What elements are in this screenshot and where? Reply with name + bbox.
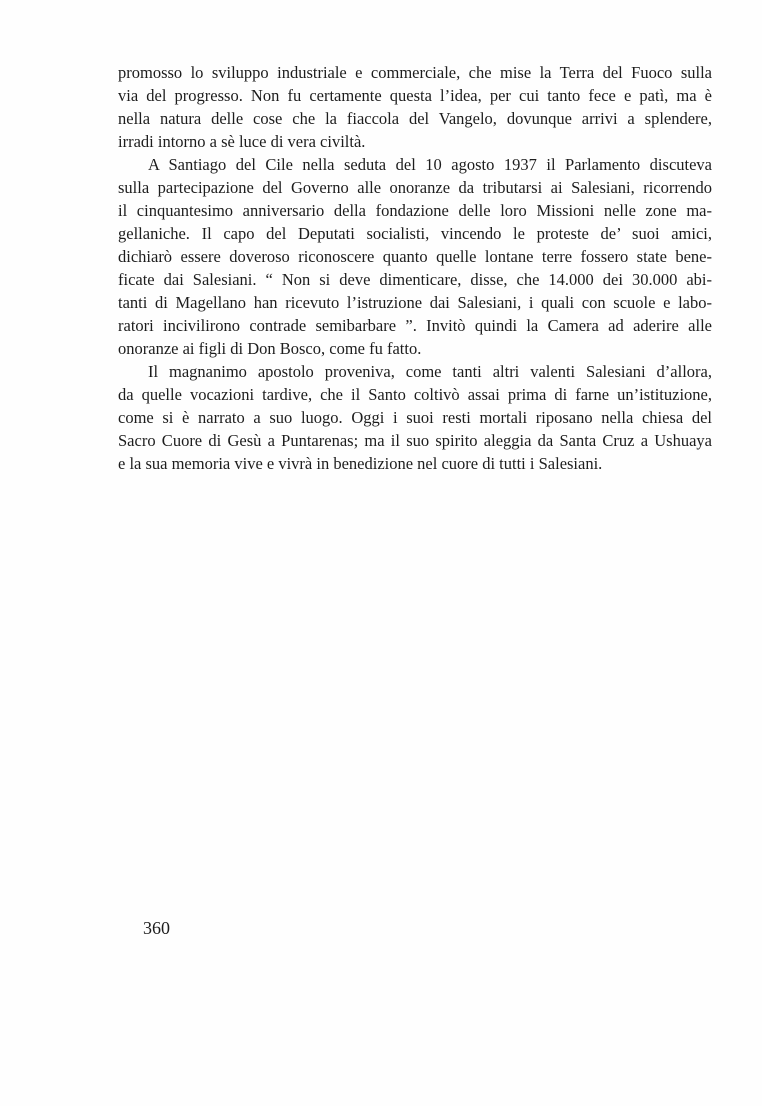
paragraph xyxy=(118,61,712,153)
text-line: il cinquantesimo anniversario della fondazione delle loro Missioni nelle zone ma- xyxy=(118,201,712,220)
text-line: sulla partecipazione del Governo alle onoranze da tributarsi ai Salesiani, ricorrendo xyxy=(118,178,712,197)
text-line: A Santiago del Cile nella seduta del 10 agosto 1937 il Parlamento discuteva xyxy=(148,155,712,174)
paragraph xyxy=(118,153,712,360)
text-line: onoranze ai figli di Don Bosco, come fu fatto. xyxy=(118,339,422,358)
text-line: irradi intorno a sè luce di vera civiltà. xyxy=(118,132,366,151)
page-number: 360 xyxy=(143,918,170,938)
text-line: ficate dai Salesiani. “ Non si deve dimenticare, disse, che 14.000 dei 30.000 abi- xyxy=(118,270,712,289)
text-line: gellaniche. Il capo del Deputati socialisti, vincendo le proteste de’ suoi amici, xyxy=(118,224,712,243)
text-line: via del progresso. Non fu certamente questa l’idea, per cui tanto fece e patì, ma è xyxy=(118,86,712,105)
paragraph xyxy=(118,360,712,475)
text-line: Il magnanimo apostolo proveniva, come tanti altri valenti Salesiani d’allora, xyxy=(148,362,712,381)
text-line: promosso lo sviluppo industriale e commerciale, che mise la Terra del Fuoco sulla xyxy=(118,63,712,82)
text-line: da quelle vocazioni tardive, che il Santo coltivò assai prima di farne un’istituzione, xyxy=(118,385,712,404)
text-line: come si è narrato a suo luogo. Oggi i suoi resti mortali riposano nella chiesa del xyxy=(118,408,712,427)
text-line: dichiarò essere doveroso riconoscere quanto quelle lontane terre fossero state bene- xyxy=(118,247,712,266)
text-line: ratori incivilirono contrade semibarbare ”. Invitò quindi la Camera ad aderire alle xyxy=(118,316,712,335)
text-line: nella natura delle cose che la fiaccola del Vangelo, dovunque arrivi a splendere, xyxy=(118,109,712,128)
text-line: Sacro Cuore di Gesù a Puntarenas; ma il suo spirito aleggia da Santa Cruz a Ushuaya xyxy=(118,431,712,450)
text-line: e la sua memoria vive e vivrà in benedizione nel cuore di tutti i Salesiani. xyxy=(118,454,603,473)
body-text xyxy=(118,61,712,475)
text-line: tanti di Magellano han ricevuto l’istruzione dai Salesiani, i quali con scuole e labo- xyxy=(118,293,712,312)
